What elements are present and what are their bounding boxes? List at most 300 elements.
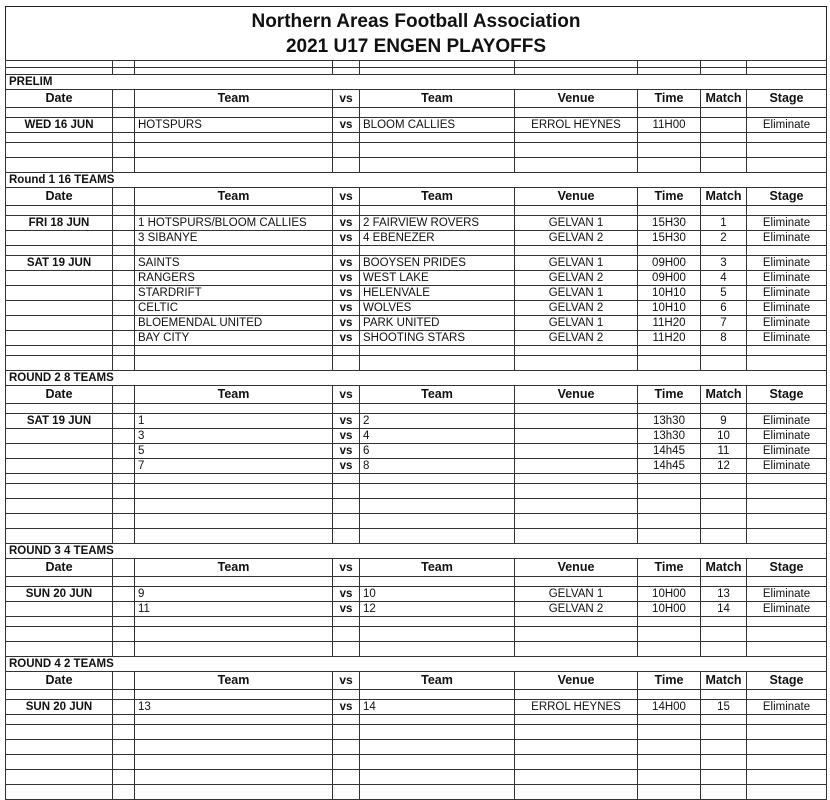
empty-cell [515,206,638,216]
empty-cell [360,715,515,725]
empty-cell [638,143,701,158]
empty-cell [701,61,747,68]
empty-cell [135,158,333,173]
empty-cell [638,577,701,587]
empty-cell [638,158,701,173]
section-title-blank [333,657,827,672]
association-title: Northern Areas Football Association [251,11,581,32]
empty-cell [638,529,701,544]
empty-cell [333,143,360,158]
empty-cell [701,627,747,642]
vs-label: vs [333,216,360,231]
empty-row [6,770,827,785]
empty-cell [6,499,113,514]
empty-cell [701,356,747,371]
empty-cell [701,143,747,158]
empty-cell [333,61,360,68]
title-block [5,6,827,61]
empty-cell [747,755,827,770]
empty-cell [135,206,333,216]
empty-cell [6,514,113,529]
empty-cell [6,143,113,158]
empty-cell [113,108,135,118]
empty-cell [701,514,747,529]
empty-cell [6,577,113,587]
empty-cell [360,206,515,216]
empty-cell [701,206,747,216]
home-team: BLOEMENDAL UNITED [135,316,333,331]
venue: GELVAN 2 [515,301,638,316]
empty-cell [6,108,113,118]
spacer-header [113,90,135,108]
empty-cell [638,61,701,68]
empty-cell [360,143,515,158]
venue: GELVAN 2 [515,602,638,617]
empty-row [6,484,827,499]
empty-cell [113,484,135,499]
home-team: 1 [135,414,333,429]
empty-cell [333,755,360,770]
spacer-cell [113,118,135,133]
fixture-row [6,587,827,602]
empty-cell [113,690,135,700]
empty-cell [515,158,638,173]
empty-row [6,346,827,356]
match-date: SUN 20 JUN [6,700,113,715]
away-team: PARK UNITED [360,316,515,331]
venue: GELVAN 2 [515,271,638,286]
empty-cell [6,246,113,256]
kickoff-time: 13h30 [638,414,701,429]
match-number: 3 [701,256,747,271]
empty-cell [747,68,827,75]
spacer-cell [113,414,135,429]
vs-label: vs [333,271,360,286]
empty-cell [701,740,747,755]
empty-cell [701,474,747,484]
empty-cell [638,108,701,118]
empty-cell [113,246,135,256]
kickoff-time: 10H10 [638,286,701,301]
stage: Eliminate [747,271,827,286]
empty-row [6,206,827,216]
fixture-table [5,60,827,800]
spacer-cell [113,429,135,444]
empty-cell [113,61,135,68]
empty-cell [515,642,638,657]
kickoff-time: 11H20 [638,331,701,346]
empty-cell [638,690,701,700]
empty-row [6,514,827,529]
team-header: Team [135,90,333,108]
empty-cell [360,785,515,800]
empty-cell [6,356,113,371]
spacer-cell [113,700,135,715]
spacer-cell [113,331,135,346]
away-team: WEST LAKE [360,271,515,286]
spacer-cell [113,216,135,231]
empty-cell [333,158,360,173]
empty-cell [6,133,113,143]
empty-cell [701,577,747,587]
empty-cell [6,725,113,740]
empty-cell [701,499,747,514]
empty-cell [638,755,701,770]
empty-cell [113,529,135,544]
match-date [6,316,113,331]
empty-cell [360,246,515,256]
fixture-row [6,429,827,444]
venue-header: Venue [515,672,638,690]
empty-cell [113,627,135,642]
empty-cell [113,642,135,657]
empty-cell [6,627,113,642]
empty-cell [6,158,113,173]
away-team: WOLVES [360,301,515,316]
vs-label: vs [333,414,360,429]
venue [515,414,638,429]
stage: Eliminate [747,256,827,271]
date-header: Date [6,188,113,206]
empty-cell [333,346,360,356]
fixture-row [6,444,827,459]
empty-cell [638,514,701,529]
kickoff-time: 10H10 [638,301,701,316]
empty-cell [638,246,701,256]
venue [515,459,638,474]
vs-label: vs [333,301,360,316]
home-team: HOTSPURS [135,118,333,133]
empty-cell [638,499,701,514]
empty-cell [701,346,747,356]
empty-cell [360,499,515,514]
empty-cell [747,529,827,544]
vs-header: vs [333,559,360,577]
empty-cell [6,529,113,544]
empty-row [6,404,827,414]
empty-cell [701,108,747,118]
empty-cell [135,627,333,642]
empty-row [6,474,827,484]
empty-cell [515,617,638,627]
match-number: 10 [701,429,747,444]
vs-header: vs [333,672,360,690]
empty-cell [360,108,515,118]
away-team: BOOYSEN PRIDES [360,256,515,271]
empty-cell [747,725,827,740]
empty-cell [113,346,135,356]
match-date [6,286,113,301]
fixture-row [6,700,827,715]
empty-cell [515,356,638,371]
empty-cell [747,499,827,514]
stage: Eliminate [747,118,827,133]
empty-cell [638,715,701,725]
section-2-title-row [6,173,827,188]
empty-cell [515,514,638,529]
empty-cell [701,725,747,740]
empty-cell [113,158,135,173]
fixture-row [6,414,827,429]
vs-label: vs [333,118,360,133]
empty-cell [135,642,333,657]
time-header: Time [638,672,701,690]
empty-cell [113,715,135,725]
empty-cell [747,617,827,627]
empty-cell [747,61,827,68]
stage-header: Stage [747,188,827,206]
spacer-cell [113,316,135,331]
home-team: SAINTS [135,256,333,271]
match-number: 2 [701,231,747,246]
home-team: CELTIC [135,301,333,316]
match-number: 5 [701,286,747,301]
empty-row [6,725,827,740]
empty-cell [701,755,747,770]
fixture-row [6,256,827,271]
empty-cell [515,690,638,700]
empty-cell [747,246,827,256]
empty-cell [515,785,638,800]
empty-cell [701,770,747,785]
spacer-cell [113,444,135,459]
empty-cell [360,404,515,414]
empty-cell [515,346,638,356]
empty-row [6,133,827,143]
empty-cell [360,474,515,484]
empty-cell [6,404,113,414]
kickoff-time: 15H30 [638,231,701,246]
vs-label: vs [333,602,360,617]
match-number: 13 [701,587,747,602]
empty-cell [333,740,360,755]
empty-cell [515,770,638,785]
empty-cell [135,577,333,587]
match-header: Match [701,386,747,404]
match-date: WED 16 JUN [6,118,113,133]
empty-cell [747,474,827,484]
empty-cell [333,133,360,143]
empty-cell [747,356,827,371]
team-header: Team [360,386,515,404]
empty-cell [6,61,113,68]
empty-row [6,61,827,68]
empty-cell [515,627,638,642]
stage: Eliminate [747,429,827,444]
spacer-cell [113,286,135,301]
empty-cell [360,642,515,657]
vs-label: vs [333,444,360,459]
vs-label: vs [333,429,360,444]
empty-cell [113,617,135,627]
empty-cell [113,68,135,75]
away-team: 14 [360,700,515,715]
match-header: Match [701,672,747,690]
empty-cell [701,133,747,143]
empty-cell [6,785,113,800]
section-title-blank [333,544,827,559]
stage: Eliminate [747,286,827,301]
empty-cell [6,715,113,725]
team-header: Team [360,90,515,108]
empty-cell [135,484,333,499]
empty-cell [360,133,515,143]
empty-cell [747,770,827,785]
fixture-row [6,118,827,133]
away-team: 12 [360,602,515,617]
stage: Eliminate [747,316,827,331]
home-team: 9 [135,587,333,602]
empty-cell [6,346,113,356]
empty-cell [135,474,333,484]
empty-cell [113,577,135,587]
empty-cell [360,740,515,755]
section-title: PRELIM [6,75,333,90]
empty-cell [638,617,701,627]
empty-cell [701,404,747,414]
away-team: BLOOM CALLIES [360,118,515,133]
empty-cell [135,529,333,544]
away-team: 8 [360,459,515,474]
empty-cell [638,206,701,216]
empty-row [6,108,827,118]
empty-cell [135,690,333,700]
date-header: Date [6,672,113,690]
empty-cell [515,61,638,68]
stage-header: Stage [747,672,827,690]
venue: GELVAN 1 [515,587,638,602]
fixture-row [6,316,827,331]
empty-cell [6,755,113,770]
empty-cell [333,617,360,627]
empty-row [6,642,827,657]
spacer-cell [113,271,135,286]
venue: ERROL HEYNES [515,118,638,133]
empty-cell [135,133,333,143]
empty-cell [333,642,360,657]
vs-label: vs [333,286,360,301]
team-header: Team [135,672,333,690]
venue: GELVAN 1 [515,256,638,271]
empty-cell [333,770,360,785]
empty-cell [113,755,135,770]
empty-cell [333,577,360,587]
empty-row [6,68,827,75]
time-header: Time [638,90,701,108]
empty-cell [113,499,135,514]
venue-header: Venue [515,559,638,577]
empty-cell [333,627,360,642]
section-title-blank [333,75,827,90]
venue: GELVAN 2 [515,231,638,246]
empty-cell [747,690,827,700]
empty-cell [515,484,638,499]
match-date [6,271,113,286]
venue-header: Venue [515,90,638,108]
empty-cell [747,484,827,499]
match-number: 7 [701,316,747,331]
time-header: Time [638,386,701,404]
empty-cell [6,740,113,755]
empty-cell [333,206,360,216]
empty-cell [135,404,333,414]
team-header: Team [360,188,515,206]
empty-cell [638,484,701,499]
team-header: Team [360,672,515,690]
empty-cell [515,68,638,75]
match-number: 11 [701,444,747,459]
empty-cell [360,61,515,68]
spacer-header [113,188,135,206]
empty-cell [135,356,333,371]
kickoff-time: 15H30 [638,216,701,231]
empty-row [6,356,827,371]
empty-cell [747,577,827,587]
team-header: Team [135,188,333,206]
empty-row [6,529,827,544]
empty-cell [333,484,360,499]
empty-cell [747,108,827,118]
empty-row [6,740,827,755]
empty-cell [333,356,360,371]
empty-cell [360,690,515,700]
empty-cell [135,346,333,356]
column-header-row [6,386,827,404]
empty-cell [515,529,638,544]
date-header: Date [6,559,113,577]
kickoff-time: 09H00 [638,256,701,271]
empty-cell [333,529,360,544]
away-team: HELENVALE [360,286,515,301]
empty-cell [113,725,135,740]
fixture-row [6,271,827,286]
column-header-row [6,559,827,577]
empty-cell [333,785,360,800]
empty-cell [135,108,333,118]
match-date [6,331,113,346]
team-header: Team [135,386,333,404]
empty-cell [515,474,638,484]
match-date: SAT 19 JUN [6,256,113,271]
column-header-row [6,188,827,206]
empty-row [6,143,827,158]
empty-cell [333,725,360,740]
venue-header: Venue [515,386,638,404]
empty-cell [701,617,747,627]
empty-cell [515,715,638,725]
empty-cell [638,68,701,75]
empty-cell [360,755,515,770]
empty-cell [135,740,333,755]
empty-cell [113,206,135,216]
empty-cell [360,617,515,627]
stage: Eliminate [747,602,827,617]
vs-label: vs [333,316,360,331]
empty-cell [135,715,333,725]
empty-cell [6,690,113,700]
empty-row [6,715,827,725]
section-title-blank [333,173,827,188]
empty-cell [515,740,638,755]
empty-cell [515,577,638,587]
empty-cell [638,356,701,371]
empty-cell [747,715,827,725]
section-title: ROUND 2 8 TEAMS [6,371,333,386]
empty-cell [135,143,333,158]
venue: ERROL HEYNES [515,700,638,715]
empty-cell [747,404,827,414]
empty-cell [701,715,747,725]
